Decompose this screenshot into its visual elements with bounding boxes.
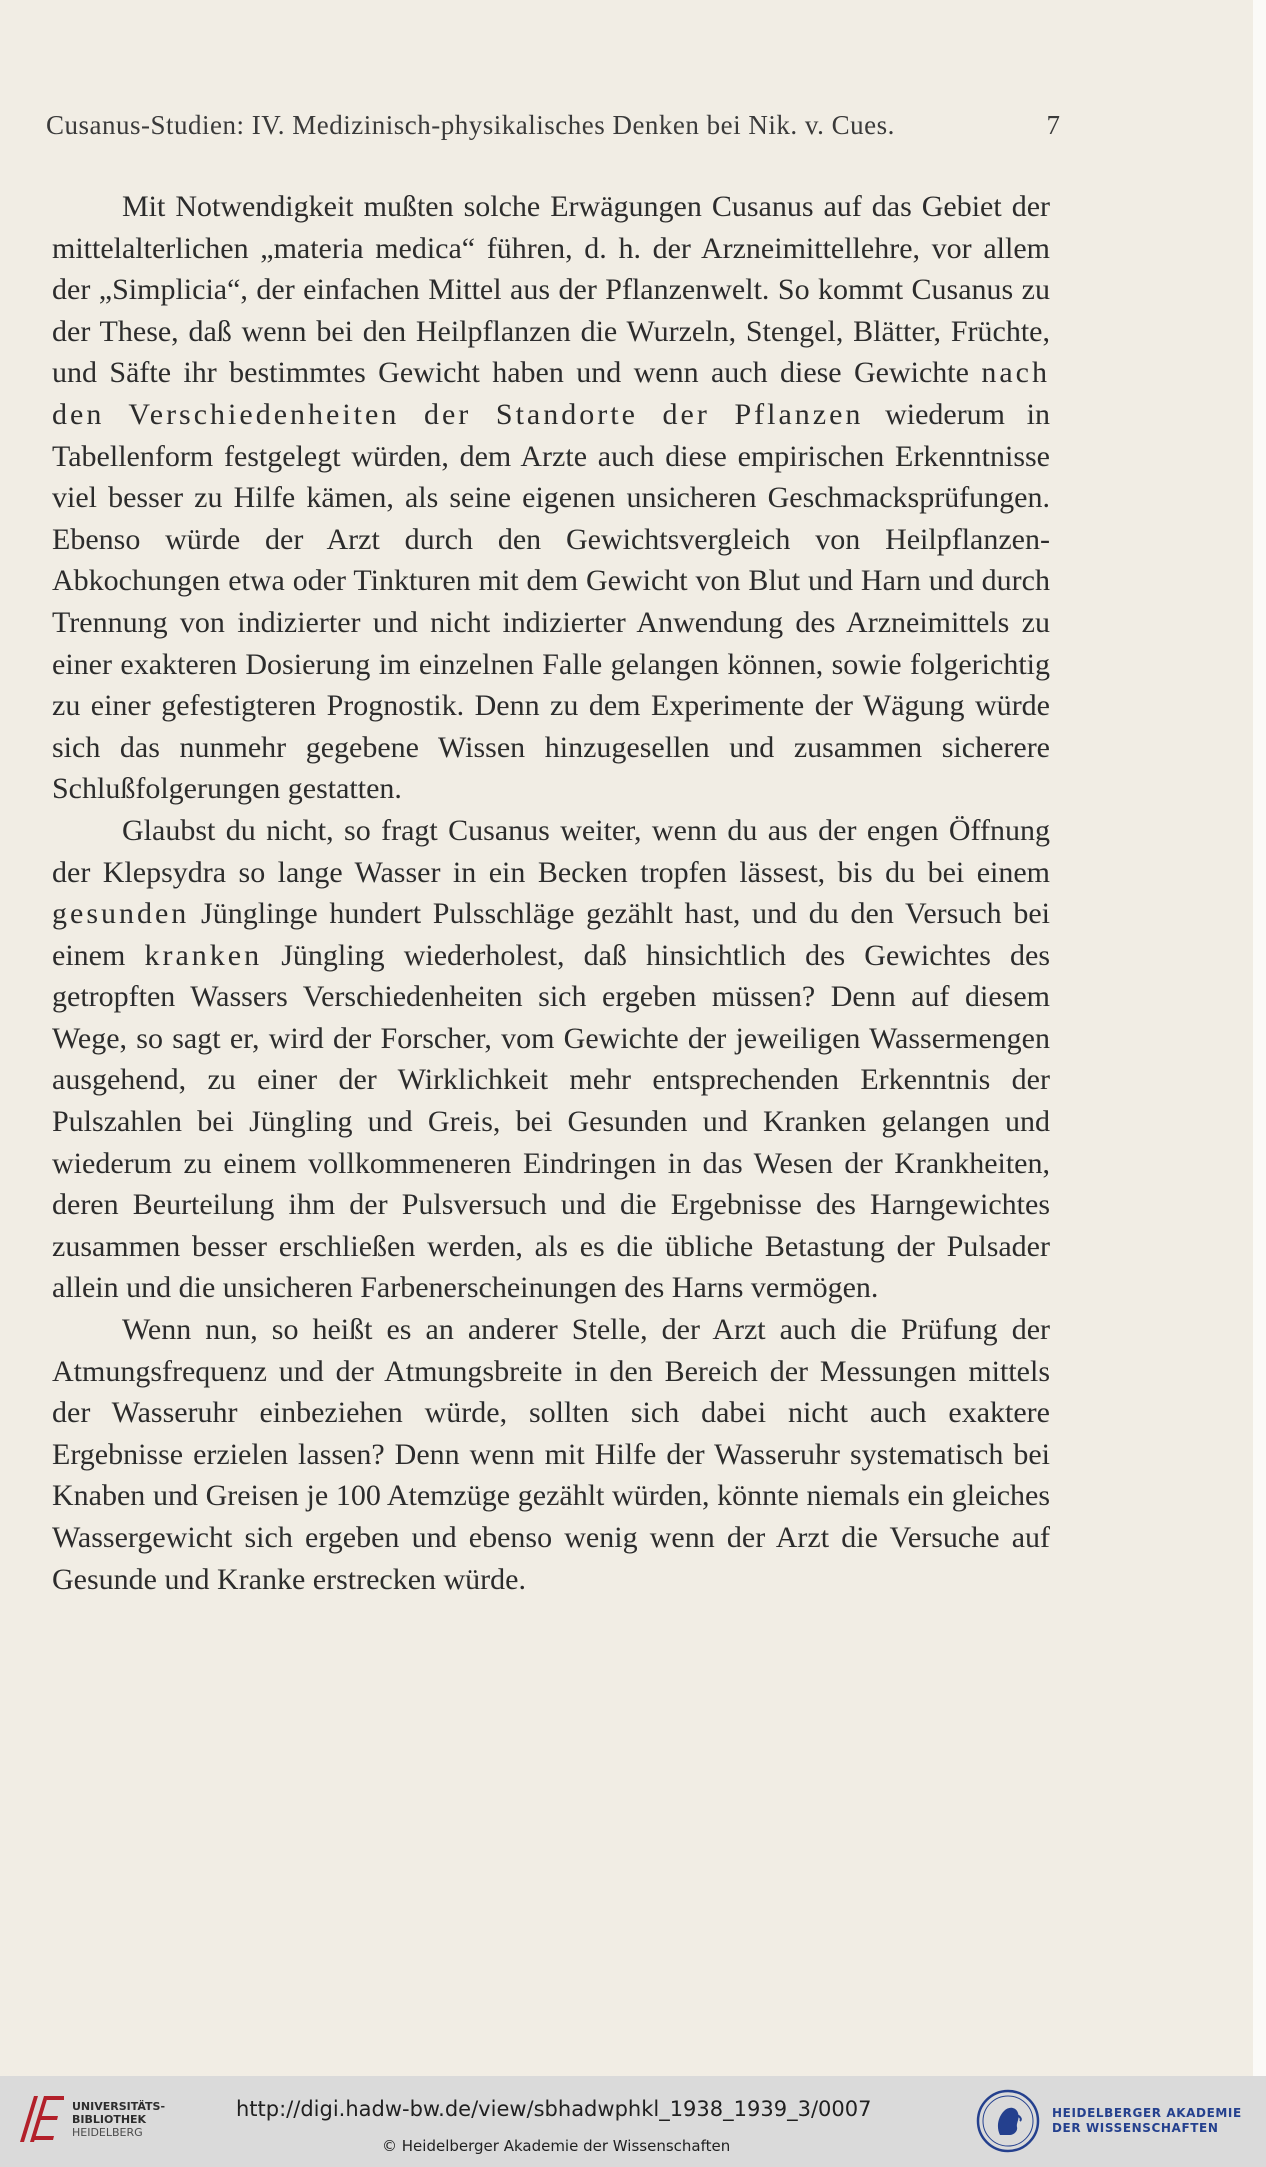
library-name-line-2: BIBLIOTHEK bbox=[72, 2113, 147, 2126]
paragraph-2 bbox=[52, 810, 1050, 1309]
paragraph-2-spaced-gesunden: gesunden bbox=[52, 897, 190, 931]
body-text bbox=[52, 186, 1050, 1600]
footer-bar bbox=[0, 2076, 1266, 2167]
paragraph-1-text-a: Mit Notwendigkeit mußten solche Erwägungen Cusanus auf das Gebiet der mittelalterlichen „materia medica“ führen, d. h. der Arzneimittellehre, vor allem der „Simplicia“, der einfachen Mittel aus der Pflanzenwelt. So kommt Cusanus zu der These, daß wenn bei den Heilpflanzen die Wurzeln, Stengel, Blätter, Früchte, und Säfte ihr bestimmtes Gewicht haben und wenn auch diese Gewichte bbox=[52, 190, 1050, 390]
page-edge bbox=[1253, 0, 1266, 2076]
library-name-line-1: UNIVERSITÄTS- bbox=[72, 2100, 166, 2113]
paragraph-1 bbox=[52, 186, 1050, 810]
library-name-line-3: HEIDELBERG bbox=[72, 2126, 143, 2139]
paragraph-3 bbox=[52, 1309, 1050, 1600]
paragraph-2-text-c: Jüngling wiederholest, daß hinsichtlich des Gewichtes des getropften Wassers Verschiedenheiten sich ergeben müssen? Denn auf diesem Wege, so sagt er, wird der Forscher, vom Gewichte der jeweiligen Wassermengen ausgehend, zu einer der Wirklichkeit mehr entsprechenden Erkenntnis der Pulszahlen bei Jüngling und Greis, bei Gesunden und Kranken gelangen und wiederum zu einem vollkommeneren Eindringen in das Wesen der Krankheiten, deren Beurteilung ihm der Pulsversuch und die Ergebnisse des Harngewichtes zusammen besser erschließen werden, als es die übliche Betastung der Pulsader allein und die unsicheren Farbenerscheinungen des Harns vermögen. bbox=[52, 938, 1051, 1305]
paragraph-1-spaced-text: nach den Verschiedenheiten der Standorte der Pflanzen bbox=[52, 356, 1050, 431]
academy-name bbox=[1052, 2106, 1262, 2136]
page-number: 7 bbox=[1046, 110, 1060, 140]
permalink-url[interactable]: http://digi.hadw-bw.de/view/sbhadwphkl_1938_1939_3/0007 bbox=[236, 2097, 872, 2121]
paragraph-2-spaced-kranken: kranken bbox=[144, 938, 263, 972]
university-library-name bbox=[72, 2100, 182, 2139]
paragraph-1-text-b: wiederum in Tabellenform festgelegt würden, dem Arzte auch diese empirischen Erkenntnisse viel besser zu Hilfe kämen, als seine eigenen unsicheren Geschmacksprüfungen. Ebenso würde der Arzt durch den Gewichtsvergleich von Heilpflanzen-Abkochungen etwa oder Tinkturen mit dem Gewicht von Blut und Harn und durch Trennung von indizierter und nicht indizierter Anwendung des Arzneimittels zu einer exakteren Dosierung im einzelnen Falle gelangen können, sowie folgerichtig zu einer gefestigteren Prognostik. Denn zu dem Experimente der Wägung würde sich das nunmehr gegebene Wissen hinzugesellen und zusammen sicherere Schlußfolgerungen gestatten. bbox=[52, 397, 1050, 806]
paragraph-2-text-a: Glaubst du nicht, so fragt Cusanus weiter, wenn du aus der engen Öffnung der Klepsydra so lange Wasser in ein Becken tropfen lässest, bis du bei einem bbox=[52, 813, 1050, 889]
copyright-notice: © Heidelberger Akademie der Wissenschaften bbox=[382, 2137, 731, 2155]
paragraph-2-text-b: Jünglinge hundert Pulsschläge gezählt hast, und du den Versuch bei einem bbox=[52, 897, 1051, 972]
running-title: Cusanus-Studien: IV. Medizinisch-physikalisches Denken bei Nik. v. Cues. bbox=[46, 110, 895, 140]
academy-name-line-2: DER WISSENSCHAFTEN bbox=[1052, 2121, 1219, 2135]
academy-seal-icon[interactable] bbox=[976, 2089, 1040, 2153]
academy-name-line-1: HEIDELBERGER AKADEMIE bbox=[1052, 2106, 1242, 2120]
university-library-logo-icon[interactable] bbox=[14, 2090, 72, 2148]
paragraph-3-text: Wenn nun, so heißt es an anderer Stelle, der Arzt auch die Prüfung der Atmungsfrequenz und der Atmungsbreite in den Bereich der Messungen mittels der Wasseruhr einbeziehen würde, sollten sich dabei nicht auch exaktere Ergebnisse erzielen lassen? Denn wenn mit Hilfe der Wasseruhr systematisch bei Knaben und Greisen je 100 Atemzüge gezählt würden, könnte niemals ein gleiches Wassergewicht sich ergeben und ebenso wenig wenn der Arzt die Versuche auf Gesunde und Kranke erstrecken würde. bbox=[52, 1313, 1050, 1596]
